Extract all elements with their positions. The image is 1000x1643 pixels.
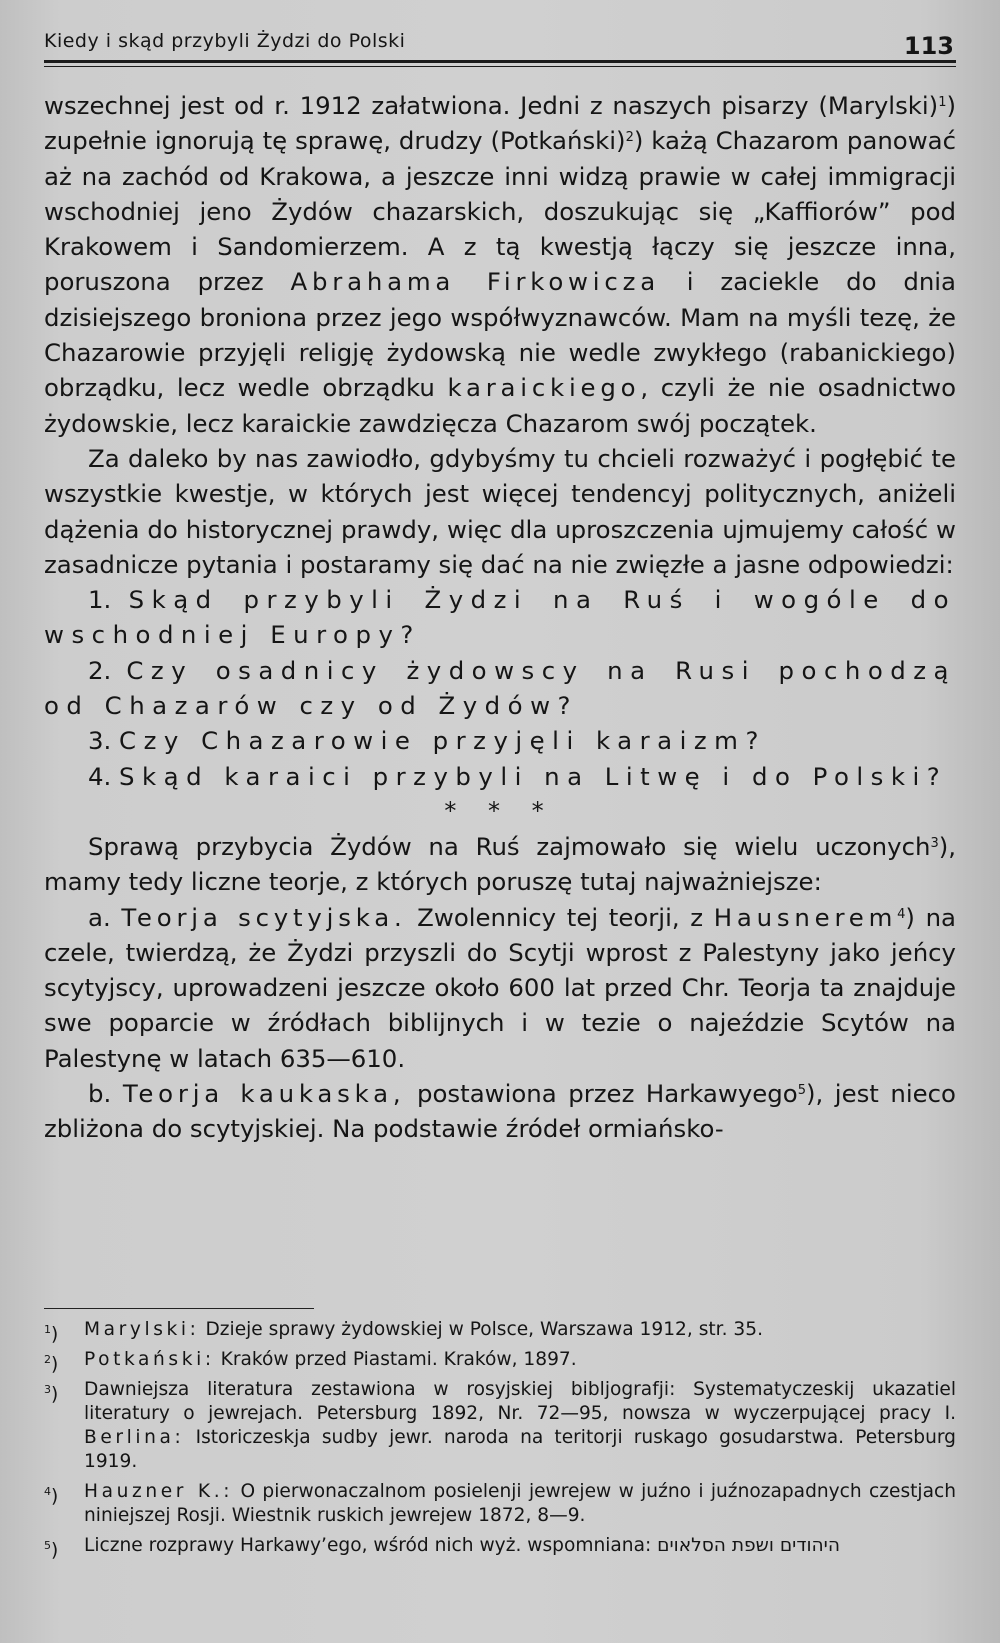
page-header xyxy=(44,26,954,60)
question-item: 1. Skąd przybyli Żydzi na Ruś i wogóle do wschodniej Europy? xyxy=(44,585,956,650)
paragraph-5: b. Teorja kaukaska, postawiona przez Harkawyego$^5$), jest nieco zbliżona do scytyjskiej. Na podstawie źródeł ormiańsko- xyxy=(44,1079,956,1144)
paragraph-3: Sprawą przybycia Żydów na Ruś zajmowało się wielu uczonych$^3$), mamy tedy liczne teorje, z których poruszę tutaj najważniejsze: xyxy=(44,831,956,897)
spaced-term: karaickiego xyxy=(447,373,641,403)
footnote-mark: $^3$) xyxy=(44,1383,59,1406)
footnotes xyxy=(44,1318,956,1564)
question-item: 2. Czy osadnicy żydowscy na Rusi pochodzą od Chazarów czy od Żydów? xyxy=(44,655,956,721)
footnote-ref: 5 xyxy=(797,1083,806,1099)
question-item: 4. Skąd karaici przybyli na Litwę i do Polski? xyxy=(88,761,948,791)
footnote-mark: $^5$) xyxy=(44,1539,59,1562)
footnote-mark: $^2$) xyxy=(44,1353,59,1376)
section-separator: * * * xyxy=(444,796,556,825)
spaced-name: Hausnerem xyxy=(713,902,898,932)
theory-title: Teorja kaukaska, xyxy=(122,1079,406,1109)
body-text xyxy=(44,88,956,1147)
header-rule xyxy=(44,60,956,63)
paragraph-2: Za daleko by nas zawiodło, gdybyśmy tu chcieli rozważyć i pogłębić te wszystkie kwestje, w których jest więcej tendencyj politycznych, aniżeli dążenia do historycznej prawdy, więc dla uproszczenia ujmujemy całość w zasadnicze pytania i postaramy się dać na nie zwięzłe a jasne odpowiedzi: xyxy=(44,443,956,579)
footnote-mark: $^1$) xyxy=(44,1323,59,1346)
page-number: 113 xyxy=(903,32,954,60)
footnote-rule xyxy=(44,1308,314,1309)
footnote-ref: 2 xyxy=(625,130,634,146)
footnote-ref: 4 xyxy=(897,906,906,922)
header-rule-thin xyxy=(44,66,956,67)
footnote-ref: 3 xyxy=(930,835,939,851)
question-item: 3. Czy Chazarowie przyjęli karaizm? xyxy=(88,726,766,756)
footnote: $^5$) Liczne rozprawy Harkawy’ego, wśród nich wyż. wspomniana: היהודים ושפת הסלאוים xyxy=(44,1535,840,1562)
paragraph-4: a. Teorja scytyjska. Zwolennicy tej teorji, z Hausnerem$^4$) na czele, twierdzą, że Żydzi przyszli do Scytji wprost z Palestyny jako jeńcy scytyjscy, uprowadzeni jeszcze około 600 lat przed Chr. Teorja ta znajduje swe poparcie w źródłach biblijnych i w tezie o najeździe Scytów na Palestynę w latach 635—610. xyxy=(44,902,956,1073)
theory-title: Teorja scytyjska. xyxy=(121,902,407,932)
spaced-name: Abrahama Firkowicza xyxy=(290,267,660,297)
footnote-ref: 1 xyxy=(938,95,947,110)
running-head: Kiedy i skąd przybyli Żydzi do Polski xyxy=(44,30,406,52)
footnote-mark: $^4$) xyxy=(44,1485,59,1508)
footnote: $^3$) Dawniejsza literatura zestawiona w rosyjskiej bibljografji: Systematyczeskij ukazatiel literatury o jewrejach. Petersburg 1892, Nr. 72—95, nowsza w wyczerpującej pracy I. Berlina: Istoriczeskja sudby jewr. naroda na teritorji ruskago gosudarstwa. Petersburg 1919. xyxy=(44,1379,956,1472)
footnote: $^1$) Marylski: Dzieje sprawy żydowskiej w Polsce, Warszawa 1912, str. 35. xyxy=(44,1319,764,1346)
footnote: $^2$) Potkański: Kraków przed Piastami. Kraków, 1897. xyxy=(44,1349,577,1376)
paragraph-1: wszechnej jest od r. 1912 załatwiona. Jedni z naszych pisarzy (Marylski)$^1$) zupełnie ignorują tę sprawę, drudzy (Potkański)$^2$) każą Chazarom panować aż na zachód od Krakowa, a jeszcze inni widzą prawie w całej immigracji wschodniej jeno Żydów chazarskich, doszukując się „Kaffiorów” pod Krakowem i Sandomierzem. A z tą kwestją łączy się jeszcze inna, poruszona przez Abrahama Firkowicza i zaciekle do dnia dzisiejszego broniona przez jego współwyznawców. Mam na myśli tezę, że Chazarowie przyjęli religję żydowską nie wedle zwykłego (rabanickiego) obrządku, lecz wedle obrządku karaickiego, czyli że nie osadnictwo żydowskie, lecz karaickie zawdzięcza Chazarom swój początek. xyxy=(44,91,957,438)
footnote: $^4$) Hauzner K.: O pierwonaczalnom posielenji jewrejew w juźno i juźnozapadnych czestjach niniejszej Rosji. Wiestnik ruskich jewrejew 1872, 8—9. xyxy=(44,1481,956,1526)
